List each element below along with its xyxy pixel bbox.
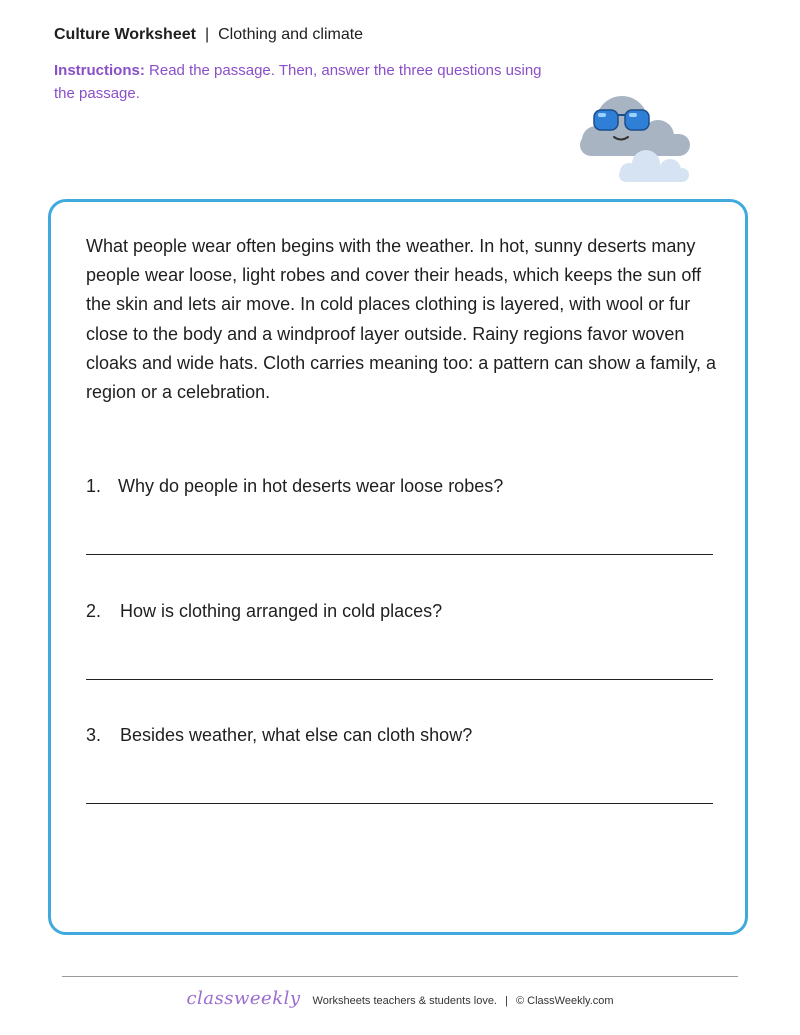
reading-passage: What people wear often begins with the weather. In hot, sunny deserts many people wear loose, light robes and cover their heads, which keeps the sun off the skin and lets air move. In cold places clothing is layered, with wool or fur close to the body and a windproof layer outside. Rainy regions favor woven cloaks and wide hats. Cloth carries meaning too: a pattern can show a family, a region or a celebration. (86, 236, 716, 403)
question-text: How is clothing arranged in cold places? (120, 601, 443, 621)
header-separator: | (204, 26, 210, 43)
question-2 (86, 601, 442, 622)
question-3 (86, 725, 472, 746)
cloud-with-sunglasses-icon (574, 90, 694, 185)
answer-line-2[interactable] (86, 679, 713, 680)
worksheet-subtitle: Clothing and climate (218, 26, 364, 43)
footer-divider (62, 976, 738, 977)
question-text: Besides weather, what else can cloth show? (120, 725, 473, 745)
footer-tagline: Worksheets teachers & students love. (312, 995, 497, 1007)
question-text: Why do people in hot deserts wear loose robes? (118, 476, 504, 496)
question-number: 3. (86, 725, 102, 745)
worksheet-header (54, 26, 363, 44)
answer-line-3[interactable] (86, 803, 713, 804)
answer-line-1[interactable] (86, 554, 713, 555)
instructions (54, 60, 564, 105)
instructions-text: Read the passage. Then, answer the three questions using the passage. (54, 62, 542, 102)
question-number: 1. (86, 476, 102, 496)
question-number: 2. (86, 601, 102, 621)
brand-logo: classweekly (186, 988, 301, 1009)
instructions-label: Instructions: (54, 62, 145, 79)
question-1 (86, 476, 503, 497)
footer (0, 988, 800, 1009)
footer-copyright: © ClassWeekly.com (515, 995, 614, 1007)
footer-separator: | (505, 995, 508, 1007)
worksheet-title: Culture Worksheet (54, 26, 196, 43)
